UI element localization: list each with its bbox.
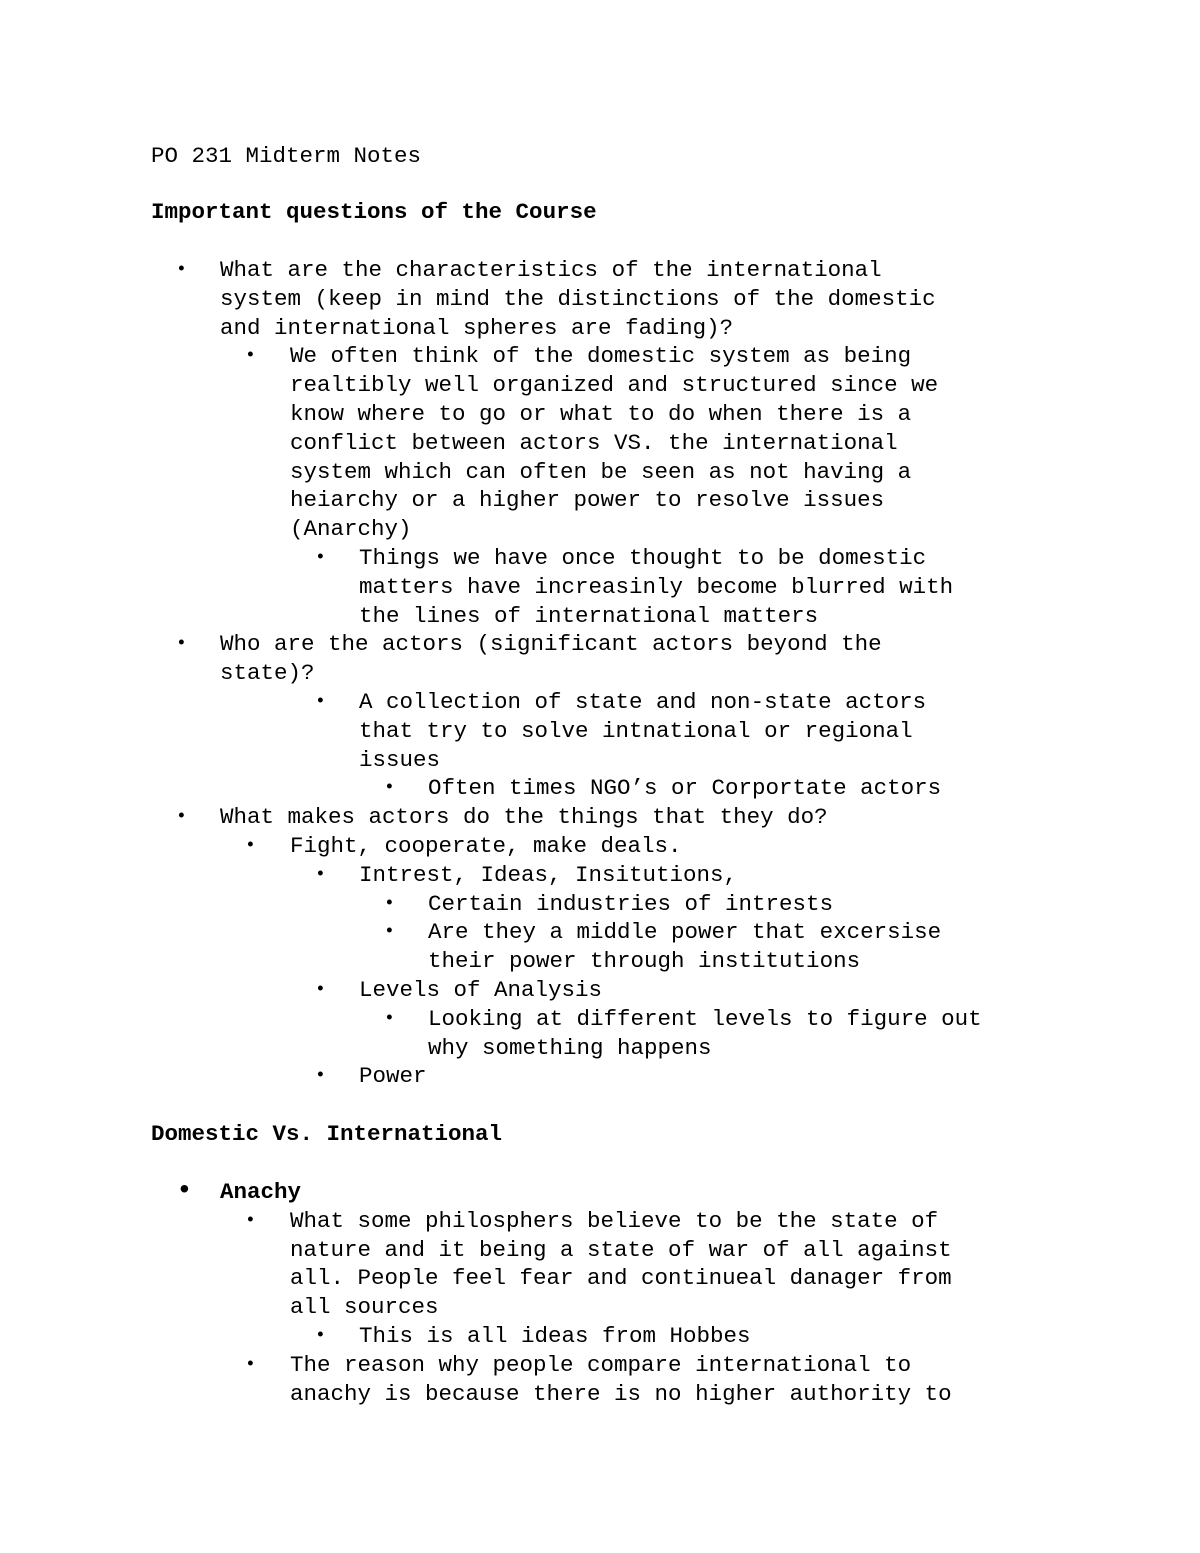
bullet-marker: • [384, 922, 395, 942]
bullet-marker: • [176, 260, 187, 280]
list-item-text: their power through institutions [428, 948, 861, 974]
list-item-text: issues [359, 747, 441, 773]
document-title: PO 231 Midterm Notes [151, 143, 422, 169]
list-item-text: the lines of international matters [359, 603, 819, 629]
bullet-marker: • [384, 894, 395, 914]
list-item-text: heiarchy or a higher power to resolve issues [290, 487, 885, 513]
list-item-text: Often times NGO’s or Corportate actors [428, 775, 942, 801]
list-item-text: conflict between actors VS. the international [290, 430, 898, 456]
list-item-text: (Anarchy) [290, 516, 412, 542]
list-item-text: know where to go or what to do when there is a [290, 401, 912, 427]
bullet-marker: • [245, 346, 256, 366]
list-item-text: nature and it being a state of war of all against [290, 1237, 952, 1263]
list-item-text: matters have increasinly become blurred with [359, 574, 954, 600]
list-item-text: system which can often be seen as not having a [290, 459, 912, 485]
bullet-marker: • [315, 1066, 326, 1086]
bullet-marker: • [176, 634, 187, 654]
list-item-text: state)? [220, 660, 315, 686]
bullet-marker: • [315, 692, 326, 712]
bullet-marker: • [315, 865, 326, 885]
bullet-marker: • [384, 1009, 395, 1029]
bullet-marker: • [176, 1176, 193, 1207]
list-item-text: The reason why people compare international to [290, 1352, 912, 1378]
section-heading: Important questions of the Course [151, 199, 597, 225]
list-item-text: What makes actors do the things that they do? [220, 804, 828, 830]
list-item-text: realtibly well organized and structured since we [290, 372, 939, 398]
list-item-text: This is all ideas from Hobbes [359, 1323, 751, 1349]
list-item-text: We often think of the domestic system as being [290, 343, 912, 369]
list-item-text: system (keep in mind the distinctions of the domestic [220, 286, 936, 312]
bullet-marker: • [245, 836, 256, 856]
list-item-text: anachy is because there is no higher authority to [290, 1381, 952, 1407]
bullet-marker: • [384, 778, 395, 798]
list-item-text: and international spheres are fading)? [220, 315, 734, 341]
list-item-text: Looking at different levels to figure out [428, 1006, 982, 1032]
list-item-text: What some philosphers believe to be the state of [290, 1208, 939, 1234]
list-item-text: all. People feel fear and continueal danager from [290, 1265, 952, 1291]
bullet-marker: • [315, 1326, 326, 1346]
list-item-text: Who are the actors (significant actors beyond the [220, 631, 882, 657]
bullet-marker: • [315, 980, 326, 1000]
list-item-text: why something happens [428, 1035, 712, 1061]
list-item-text: Levels of Analysis [359, 977, 603, 1003]
list-item-text: Power [359, 1063, 427, 1089]
bullet-marker: • [245, 1211, 256, 1231]
list-item-text: that try to solve intnational or regional [359, 718, 913, 744]
list-item-text: Intrest, Ideas, Insitutions, [359, 862, 738, 888]
list-item-text: What are the characteristics of the international [220, 257, 882, 283]
section-heading: Domestic Vs. International [151, 1121, 503, 1147]
list-item-text: Fight, cooperate, make deals. [290, 833, 682, 859]
list-item-text: Are they a middle power that excersise [428, 919, 942, 945]
list-item-text: Anachy [220, 1179, 302, 1205]
bullet-marker: • [315, 548, 326, 568]
list-item-text: all sources [290, 1294, 439, 1320]
list-item-text: A collection of state and non-state actors [359, 689, 927, 715]
list-item-text: Things we have once thought to be domestic [359, 545, 927, 571]
bullet-marker: • [245, 1355, 256, 1375]
list-item-text: Certain industries of intrests [428, 891, 834, 917]
bullet-marker: • [176, 807, 187, 827]
